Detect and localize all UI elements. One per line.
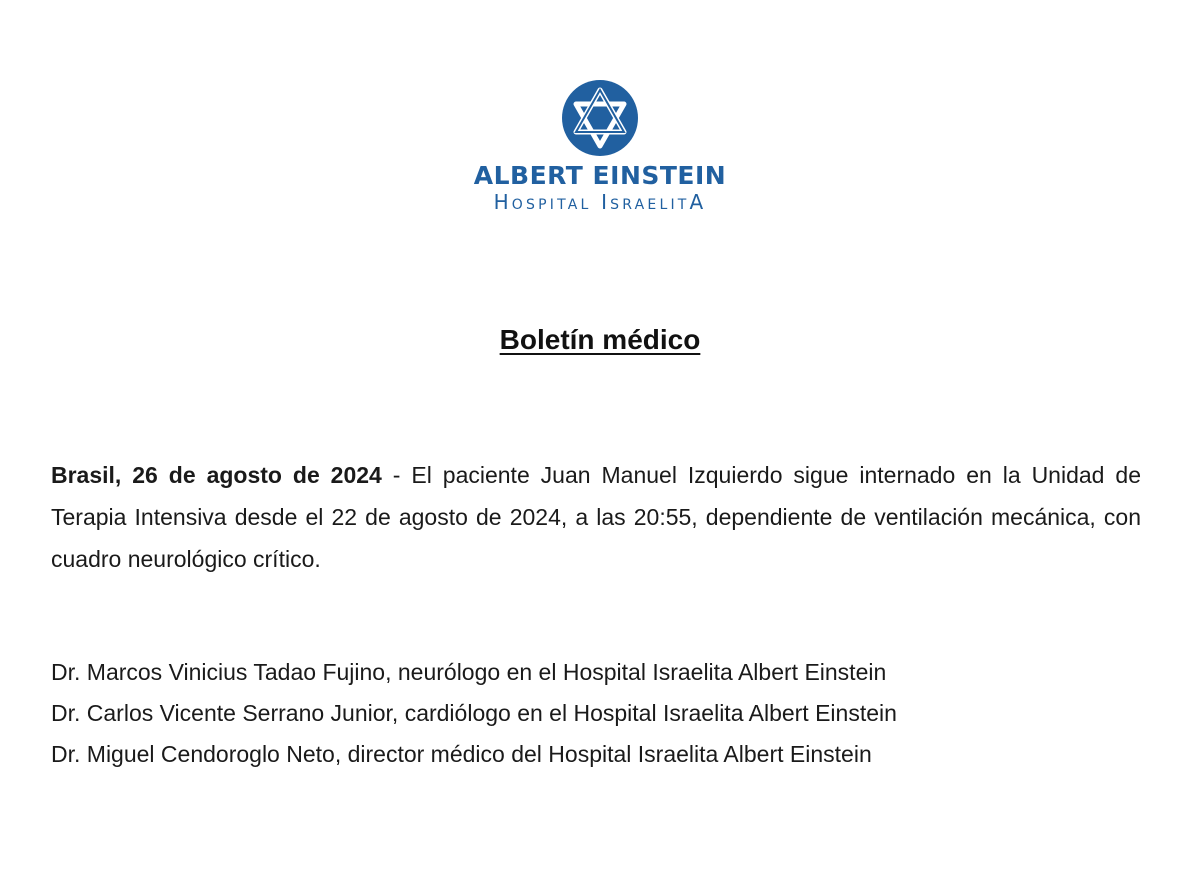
logo-name: ALBERT EINSTEIN — [473, 161, 727, 190]
signatories-list — [51, 652, 1151, 775]
hospital-logo — [0, 78, 1200, 214]
logo-subtitle: Hospital IsraelitA — [493, 190, 707, 214]
page-title: Boletín médico — [499, 324, 701, 355]
bulletin-text: - El paciente Juan Manuel Izquierdo sigue internado en la Unidad de Terapia Intensiva desde el 22 de agosto de 2024, a las 20:55, dependiente de ventilación mecánica, con cuadro neurológico crítico. — [51, 462, 1141, 572]
bulletin-paragraph — [51, 454, 1141, 580]
bulletin-dateline: Brasil, 26 de agosto de 2024 — [51, 462, 382, 488]
signatory: Dr. Miguel Cendoroglo Neto, director médico del Hospital Israelita Albert Einstein — [51, 741, 872, 767]
signatory: Dr. Carlos Vicente Serrano Junior, cardiólogo en el Hospital Israelita Albert Einstein — [51, 700, 897, 726]
star-of-david-emblem-icon — [560, 78, 640, 158]
signatory: Dr. Marcos Vinicius Tadao Fujino, neurólogo en el Hospital Israelita Albert Einstein — [51, 659, 887, 685]
